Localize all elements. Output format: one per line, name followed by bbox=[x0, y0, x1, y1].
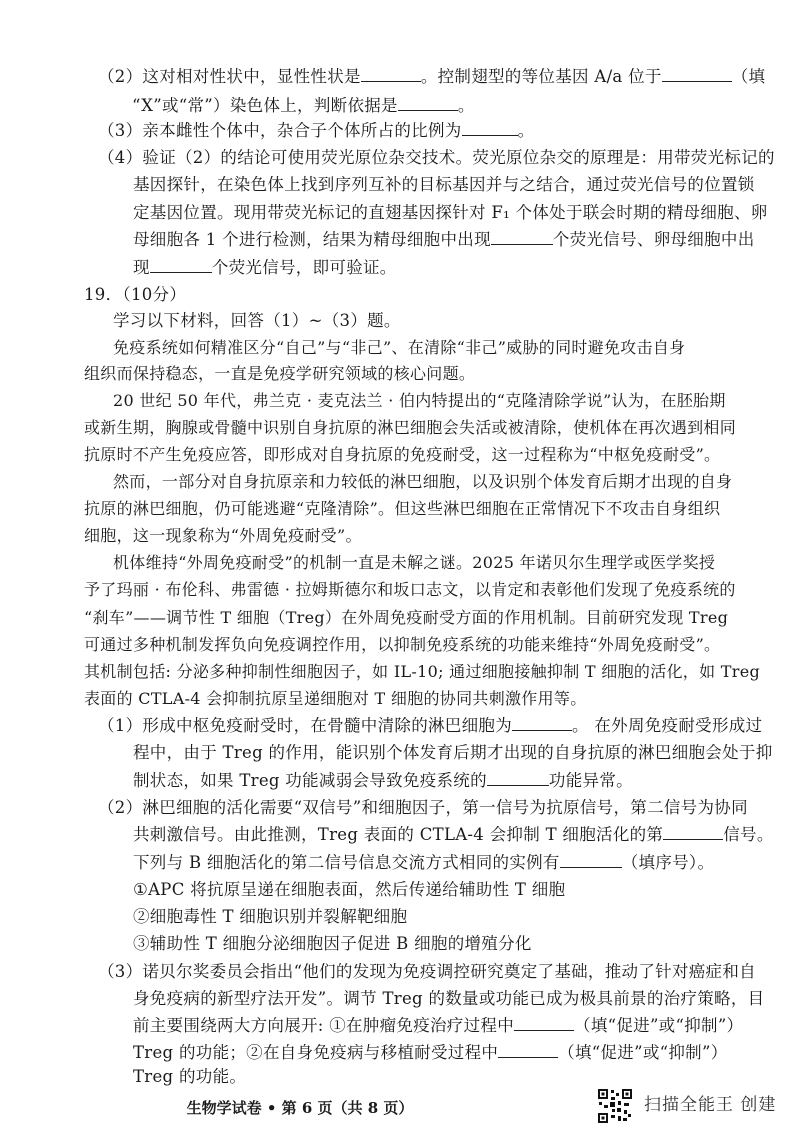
material-p4-line1: 机体维持“外周免疫耐受”的机制一直是未解之谜。2025 年诺贝尔生理学或医学奖授 bbox=[113, 553, 716, 572]
material-p4-line2: 予了玛丽 · 布伦科、弗雷德 · 拉姆斯德尔和坂口志文，以肯定和表彰他们发现了免疫系统的 bbox=[84, 580, 736, 599]
material-p3-line3: 细胞，这一现象称为“外周免疫耐受”。 bbox=[84, 526, 362, 545]
page-footer: 生物学试卷 • 第 6 页（共 8 页） bbox=[186, 1099, 414, 1117]
q19-sub1-line2: 程中，由于 Treg 的作用，能识别个体发育后期才出现的自身抗原的淋巴细胞会处于抑 bbox=[133, 743, 773, 762]
material-p1-line1: 免疫系统如何精准区分“自己”与“非己”、在清除“非己”威胁的同时避免攻击自身 bbox=[113, 338, 686, 357]
q18-part2-line2: “X”或“常”）染色体上，判断依据是 。 bbox=[132, 91, 475, 121]
material-p4-line6: 表面的 CTLA-4 会抑制抗原呈递细胞对 T 细胞的协同共刺激作用等。 bbox=[84, 689, 587, 708]
material-p2-line1: 20 世纪 50 年代，弗兰克 · 麦克法兰 · 伯内特提出的“克隆清除学说”认为，在胚胎期 bbox=[113, 391, 726, 410]
q19-sub2-option3: ③辅助性 T 细胞分泌细胞因子促进 B 细胞的增殖分化 bbox=[133, 934, 532, 953]
answer-blank[interactable] bbox=[398, 92, 458, 111]
material-p2-line2: 或新生期，胸腺或骨髓中识别自身抗原的淋巴细胞会失活或被清除，使机体在再次遇到相同 bbox=[84, 418, 737, 437]
answer-blank[interactable] bbox=[512, 712, 572, 731]
material-p2-line3: 抗原时不产生免疫应答，即形成对自身抗原的免疫耐受，这一过程称为“中枢免疫耐受”。 bbox=[84, 445, 721, 464]
q19-sub2-option1: ①APC 将抗原呈递在细胞表面，然后传递给辅助性 T 细胞 bbox=[133, 880, 566, 899]
q18-part4-line2: 基因探针，在染色体上找到序列互补的目标基因并与之结合，通过荧光信号的位置锁 bbox=[133, 175, 755, 194]
material-p3-line1: 然而，一部分对自身抗原亲和力较低的淋巴细胞，以及识别个体发育后期才出现的自身 bbox=[113, 472, 733, 491]
qr-code-icon bbox=[597, 1088, 633, 1124]
q18-part4-line1: （4）验证（2）的结论可使用荧光原位杂交技术。荧光原位杂交的原理是：用带荧光标记的 bbox=[98, 148, 775, 167]
answer-blank[interactable] bbox=[491, 226, 553, 245]
answer-blank[interactable] bbox=[560, 849, 622, 868]
material-p1-line2: 组织而保持稳态，一直是免疫学研究领域的核心问题。 bbox=[84, 364, 476, 383]
q18-part2-line1: （2）这对相对性状中，显性性状是 。控制翅型的等位基因 A/a 位于 （填 bbox=[98, 62, 765, 92]
q18-part4-line3: 定基因位置。现用带荧光标记的直翅基因探针对 F₁ 个体处于联会时期的精母细胞、卵 bbox=[133, 203, 768, 222]
q19-intro: 学习以下材料，回答（1）~（3）题。 bbox=[113, 311, 401, 330]
answer-blank[interactable] bbox=[662, 63, 732, 82]
answer-blank[interactable] bbox=[361, 63, 421, 82]
q19-sub3-line1: （3）诺贝尔奖委员会指出“他们的发现为免疫调控研究奠定了基础，推动了针对癌症和自 bbox=[98, 962, 756, 981]
q19-sub3-line4: Treg 的功能；②在自身免疫病与移植耐受过程中 （填“促进”或“抑制”） bbox=[133, 1038, 728, 1068]
scanner-watermark: 扫描全能王 创建 bbox=[644, 1095, 777, 1115]
q19-sub1-line3: 制状态，如果 Treg 功能减弱会导致免疫系统的 功能异常。 bbox=[133, 766, 633, 796]
answer-blank[interactable] bbox=[663, 821, 723, 840]
q19-sub2-line2: 共刺激信号。由此推测，Treg 表面的 CTLA-4 会抑制 T 细胞活化的第 信号。 bbox=[133, 820, 774, 850]
material-p3-line2: 抗原的淋巴细胞，仍可能逃避“克隆清除”。但这些淋巴细胞在正常情况下不攻击自身组织 bbox=[84, 499, 721, 518]
answer-blank[interactable] bbox=[514, 1012, 574, 1031]
material-p4-line4: 可通过多种机制发挥负向免疫调控作用，以抑制免疫系统的功能来维持“外周免疫耐受”。 bbox=[84, 635, 721, 654]
q19-sub1-line1: （1）形成中枢免疫耐受时，在骨髓中清除的淋巴细胞为 。 在外周免疫耐受形成过 bbox=[98, 711, 762, 741]
q19-sub3-line2: 身免疫病的新型疗法开发”。调节 Treg 的数量或功能已成为极具前景的治疗策略，目 bbox=[133, 989, 765, 1008]
q19-header: 19．（10分） bbox=[84, 285, 187, 304]
material-p4-line3: “刹车”——调节性 T 细胞（Treg）在外周免疫耐受方面的作用机制。目前研究发现 Treg bbox=[84, 608, 729, 627]
q19-sub3-line5: Treg 的功能。 bbox=[133, 1067, 247, 1086]
answer-blank[interactable] bbox=[487, 767, 549, 786]
q19-sub2-line1: （2）淋巴细胞的活化需要“双信号”和细胞因子，第一信号为抗原信号，第二信号为协同 bbox=[98, 798, 748, 817]
q19-sub2-option2: ②细胞毒性 T 细胞识别并裂解靶细胞 bbox=[133, 907, 408, 926]
q18-part4-line4: 母细胞各 1 个进行检测，结果为精母细胞中出现 个荧光信号、卵母细胞中出 bbox=[133, 225, 755, 255]
q18-part4-line5: 现 个荧光信号，即可验证。 bbox=[133, 253, 397, 283]
q19-sub3-line3: 前主要围绕两大方向展开: ①在肿瘤免疫治疗过程中 （填“促进”或“抑制”） bbox=[133, 1011, 743, 1041]
answer-blank[interactable] bbox=[462, 117, 518, 136]
answer-blank[interactable] bbox=[498, 1039, 558, 1058]
q19-sub2-line3: 下列与 B 细胞活化的第二信号信息交流方式相同的实例有 （填序号）。 bbox=[133, 848, 714, 878]
answer-blank[interactable] bbox=[150, 254, 212, 273]
q18-part3: （3）亲本雌性个体中，杂合子个体所占的比例为 。 bbox=[98, 116, 534, 146]
material-p4-line5: 其机制包括: 分泌多种抑制性细胞因子，如 IL-10; 通过细胞接触抑制 T 细胞的活化，如 Treg bbox=[84, 662, 761, 681]
